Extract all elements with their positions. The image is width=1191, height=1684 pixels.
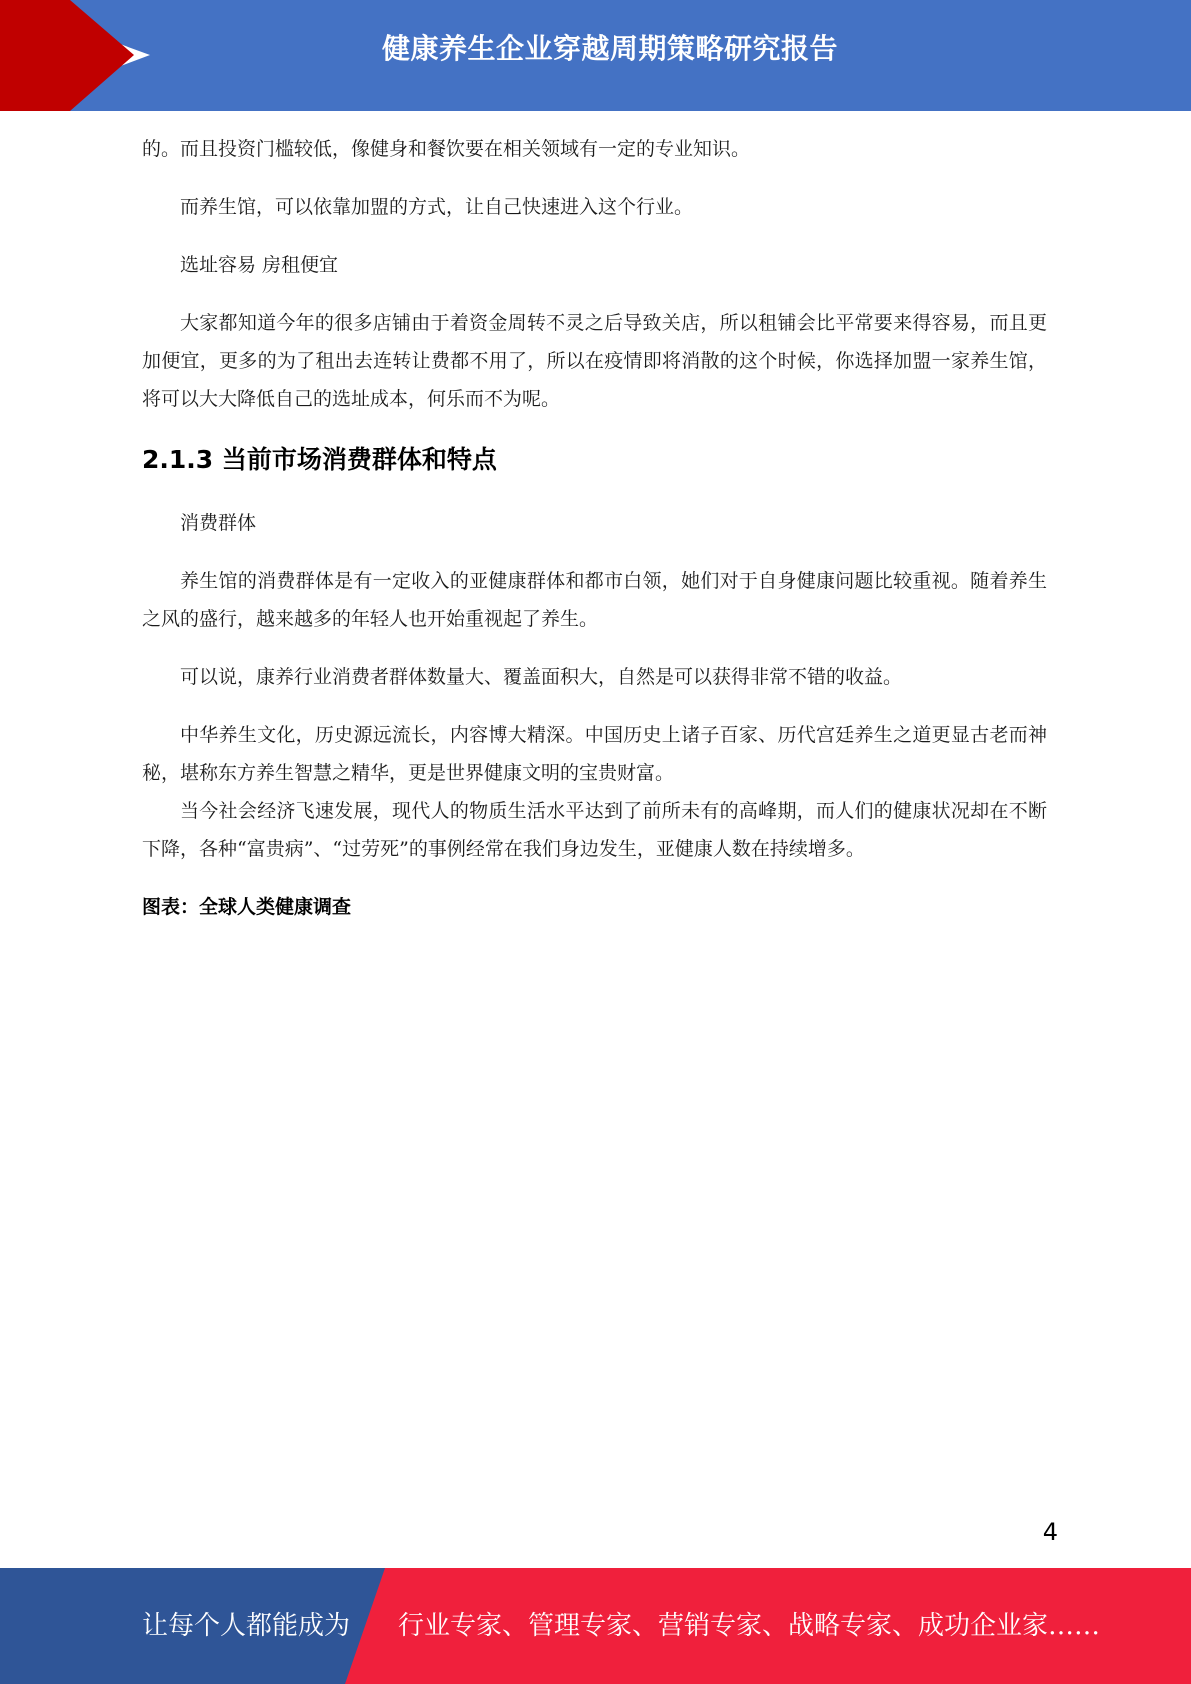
paragraph: 养生馆的消费群体是有一定收入的亚健康群体和都市白领，她们对于自身健康问题比较重视。随着养生之风的盛行，越来越多的年轻人也开始重视起了养生。 (142, 570, 1047, 630)
paragraph-subtitle: 选址容易 房租便宜 (180, 254, 339, 276)
paragraph: 可以说，康养行业消费者群体数量大、覆盖面积大，自然是可以获得非常不错的收益。 (180, 666, 903, 688)
header-banner (0, 0, 1191, 111)
header-chevron-block (0, 0, 70, 111)
footer-slogan-right: 行业专家、管理专家、营销专家、战略专家、成功企业家…… (398, 1611, 1101, 1641)
figure-caption: 图表：全球人类健康调查 (142, 896, 352, 918)
section-heading: 2.1.3 当前市场消费群体和特点 (142, 445, 497, 474)
paragraph: 而养生馆，可以依靠加盟的方式，让自己快速进入这个行业。 (180, 196, 694, 218)
paragraph: 大家都知道今年的很多店铺由于着资金周转不灵之后导致关店，所以租铺会比平常要来得容易，而且更加便宜，更多的为了租出去连转让费都不用了，所以在疫情即将消散的这个时候，你选择加盟一家养生馆，将可以大大降低自己的选址成本，何乐而不为呢。 (142, 312, 1047, 410)
page-number: 4 (1042, 1518, 1058, 1546)
paragraph: 中华养生文化，历史源远流长，内容博大精深。中国历史上诸子百家、历代宫廷养生之道更显古老而神秘，堪称东方养生智慧之精华，更是世界健康文明的宝贵财富。 (142, 724, 1047, 784)
paragraph: 的。而且投资门槛较低，像健身和餐饮要在相关领域有一定的专业知识。 (142, 138, 751, 160)
footer-slogan-left: 让每个人都能成为 (142, 1611, 351, 1641)
footer-banner (0, 1568, 1191, 1684)
footer-slant-divider (345, 1568, 385, 1684)
header-chevron-arrow-icon (70, 0, 134, 111)
paragraph-subtitle: 消费群体 (180, 512, 257, 534)
document-title: 健康养生企业穿越周期策略研究报告 (381, 32, 838, 65)
document-body (142, 130, 1047, 926)
paragraph: 当今社会经济飞速发展，现代人的物质生活水平达到了前所未有的高峰期，而人们的健康状况却在不断下降，各种“富贵病”、“过劳死”的事例经常在我们身边发生，亚健康人数在持续增多。 (142, 800, 1047, 860)
